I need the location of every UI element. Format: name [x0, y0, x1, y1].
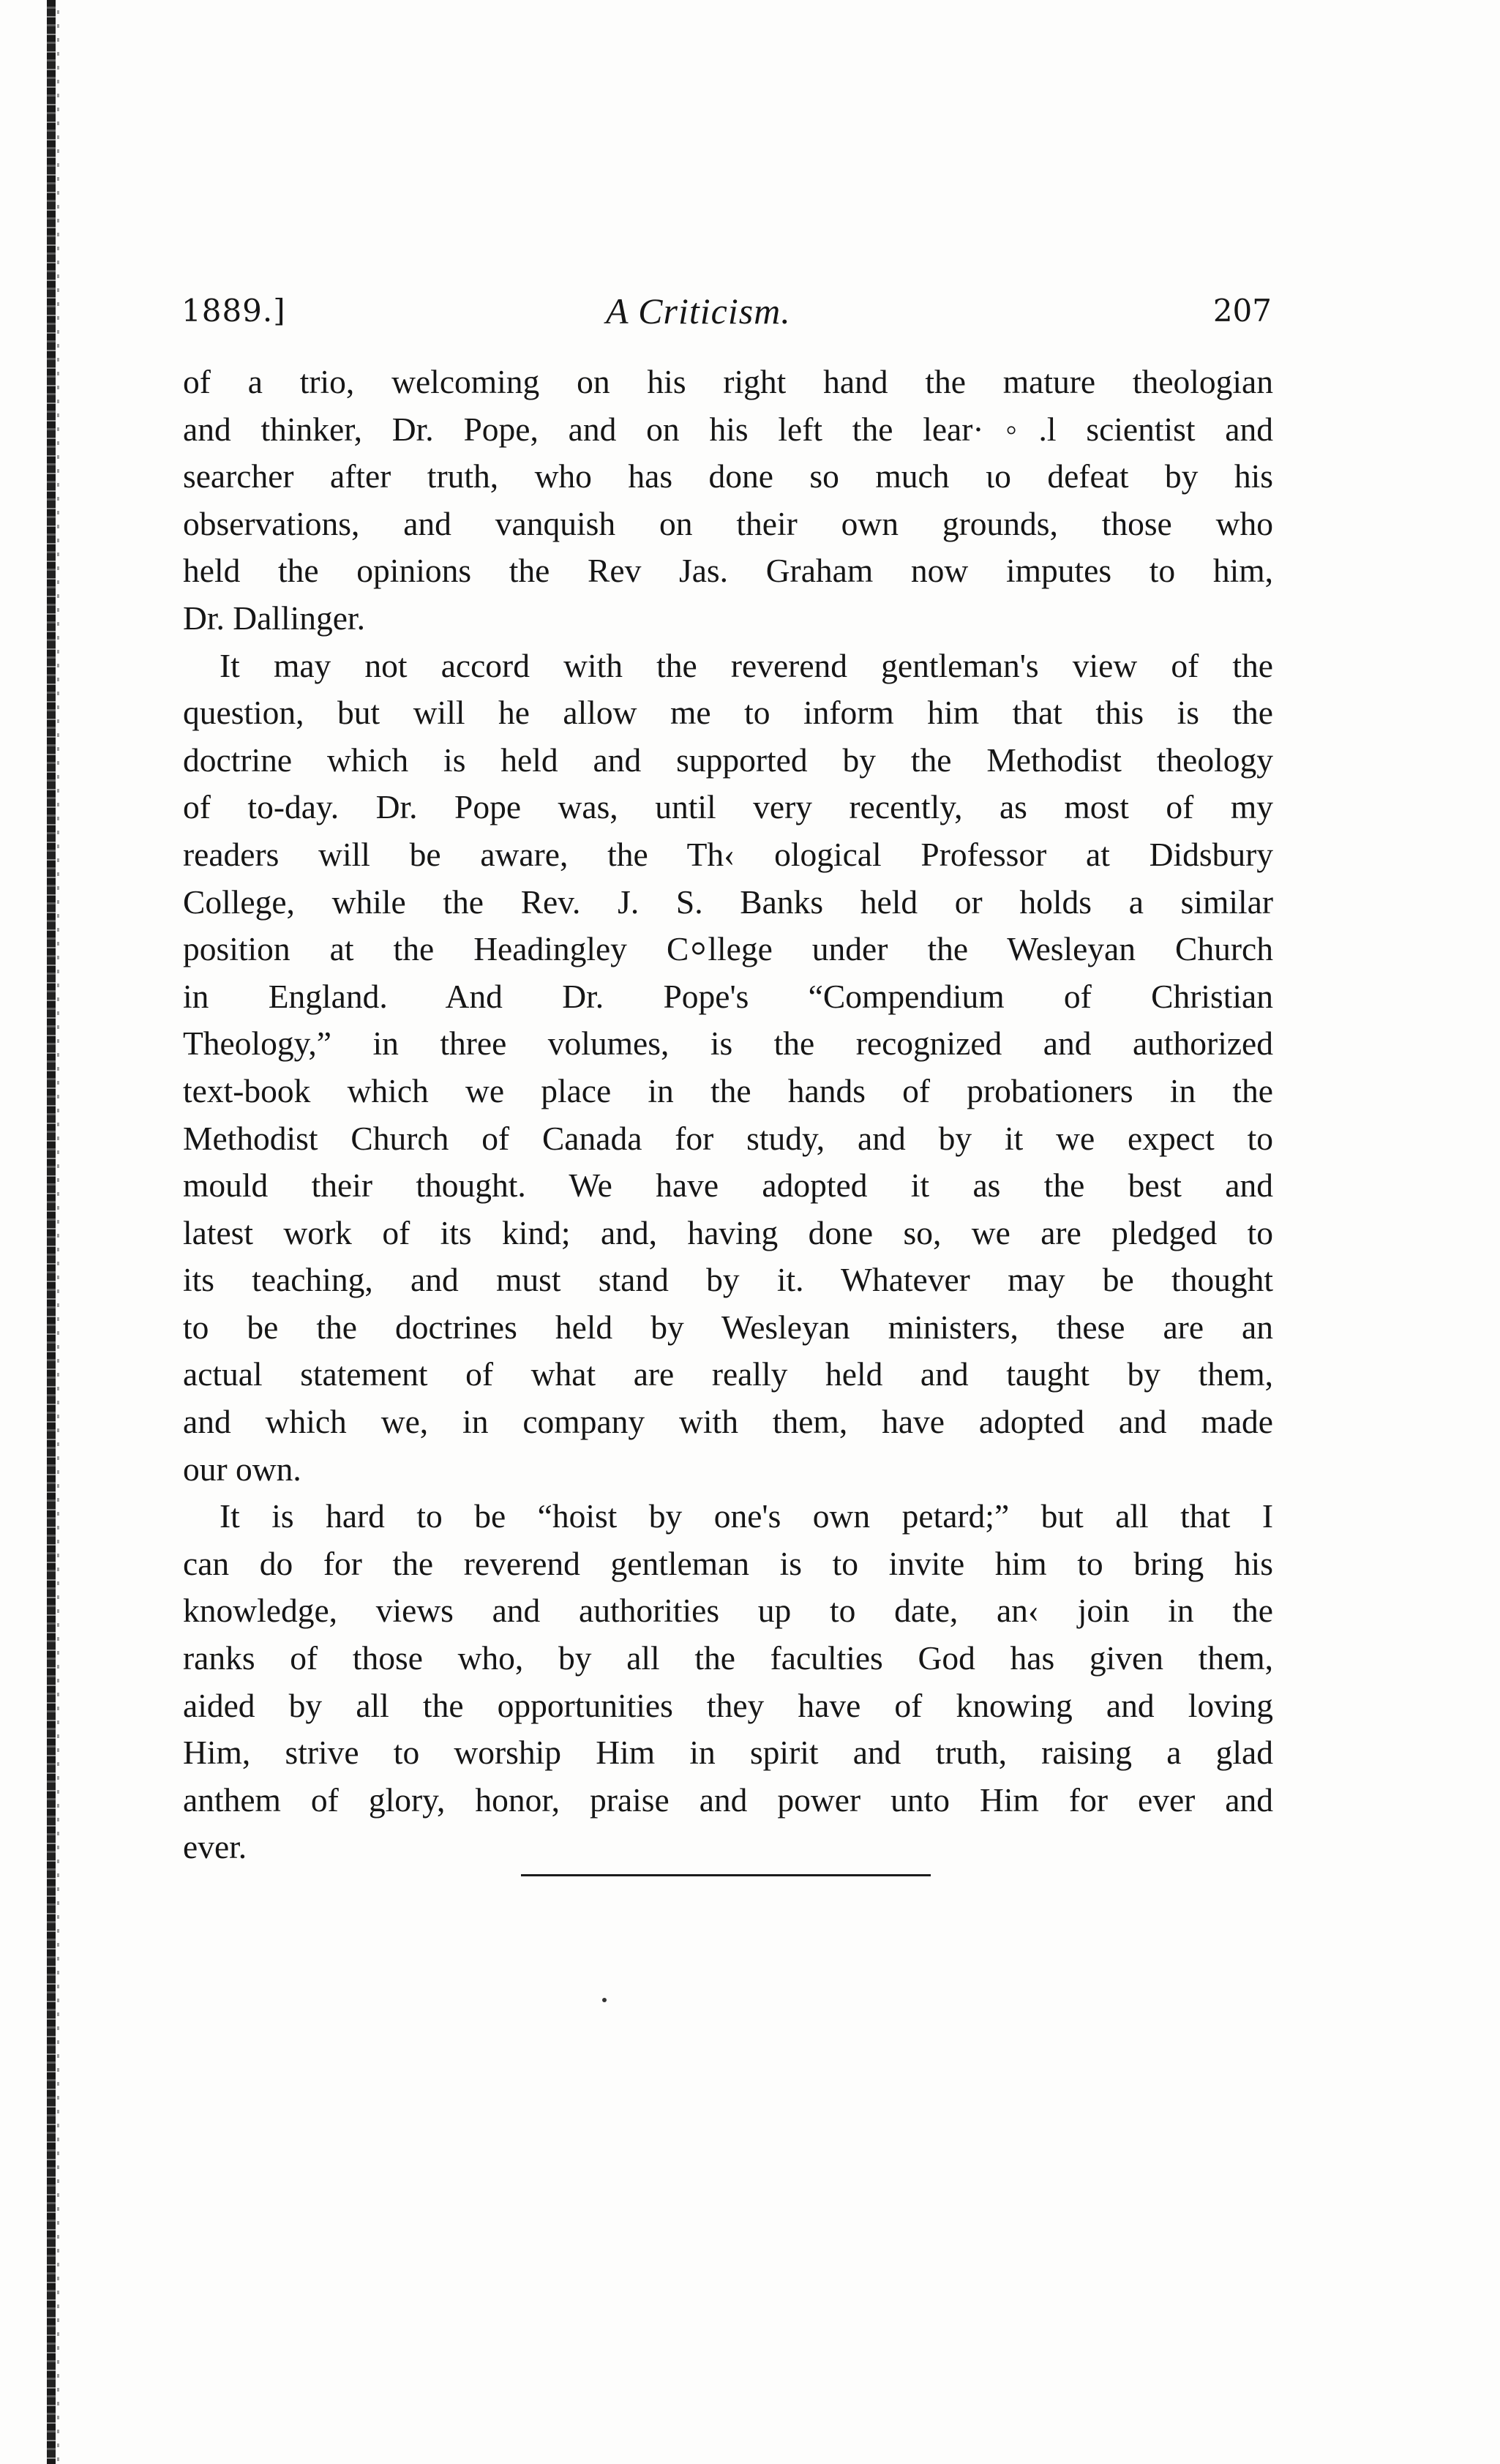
- text-line: aided by all the opportunities they have of knowing and loving: [183, 1686, 1273, 1724]
- text-line: College, while the Rev. J. S. Banks held or holds a similar: [183, 883, 1273, 921]
- text-line: Methodist Church of Canada for study, and by it we expect to: [183, 1119, 1273, 1157]
- page-number: 207: [1212, 293, 1272, 329]
- text-line: mould their thought. We have adopted it as the best and: [183, 1167, 1273, 1205]
- text-line: It may not accord with the reverend gentleman's view of the: [220, 646, 1273, 684]
- text-line: Him, strive to worship Him in spirit and truth, raising a glad: [183, 1734, 1273, 1772]
- paragraph-1: [183, 359, 1273, 643]
- text-line: searcher after truth, who has done so much ιo defeat by his: [183, 457, 1273, 495]
- text-line: Dr. Dallinger.: [183, 599, 365, 637]
- text-line: Theology,” in three volumes, is the recognized and authorized: [183, 1025, 1273, 1063]
- text-line: and which we, in company with them, have adopted and made: [183, 1403, 1273, 1441]
- text-line: position at the Headingley C⸰llege under the Wesleyan Church: [183, 930, 1273, 968]
- text-line: can do for the reverend gentleman is to invite him to bring his: [183, 1544, 1273, 1582]
- paragraph-2: [183, 643, 1273, 1494]
- paragraph-3: [183, 1493, 1273, 1871]
- text-line: observations, and vanquish on their own grounds, those who: [183, 504, 1273, 542]
- text-line: text-book which we place in the hands of probationers in the: [183, 1071, 1273, 1109]
- text-line: anthem of glory, honor, praise and power unto Him for ever and: [183, 1780, 1273, 1819]
- text-line: actual statement of what are really held and taught by them,: [183, 1355, 1273, 1393]
- scan-speck: [602, 1998, 607, 2002]
- text-line: question, but will he allow me to inform him that this is the: [183, 694, 1273, 732]
- text-line: held the opinions the Rev Jas. Graham now imputes to him,: [183, 552, 1273, 590]
- text-line: ever.: [183, 1828, 247, 1866]
- text-line: of a trio, welcoming on his right hand the mature theologian: [183, 363, 1273, 400]
- scanned-binding-edge: [47, 0, 56, 2464]
- header-title: A Criticism.: [606, 291, 791, 332]
- text-line: in England. And Dr. Pope's “Compendium of Christian: [183, 977, 1273, 1015]
- text-line: doctrine which is held and supported by the Methodist theology: [183, 741, 1273, 779]
- text-line: our own.: [183, 1450, 301, 1488]
- running-header: [181, 285, 1272, 337]
- text-line: and thinker, Dr. Pope, and on his left the lear·◦.l scientist and: [183, 410, 1273, 448]
- section-end-rule: [521, 1874, 931, 1876]
- text-line: to be the doctrines held by Wesleyan ministers, these are an: [183, 1308, 1273, 1346]
- text-line: readers will be aware, the Th‹ ological Professor at Didsbury: [183, 835, 1273, 873]
- body-text: [183, 359, 1273, 1871]
- scanned-binding-shadow: [57, 0, 59, 2464]
- text-line: latest work of its kind; and, having done so, we are pledged to: [183, 1213, 1273, 1251]
- text-line: knowledge, views and authorities up to date, an‹ join in the: [183, 1592, 1273, 1630]
- text-line: It is hard to be “hoist by one's own petard;” but all that I: [220, 1497, 1273, 1535]
- text-line: ranks of those who, by all the faculties God has given them,: [183, 1639, 1273, 1677]
- text-line: its teaching, and must stand by it. Whatever may be thought: [183, 1261, 1273, 1299]
- text-line: of to-day. Dr. Pope was, until very recently, as most of my: [183, 788, 1273, 826]
- header-year: 1889.]: [181, 293, 286, 329]
